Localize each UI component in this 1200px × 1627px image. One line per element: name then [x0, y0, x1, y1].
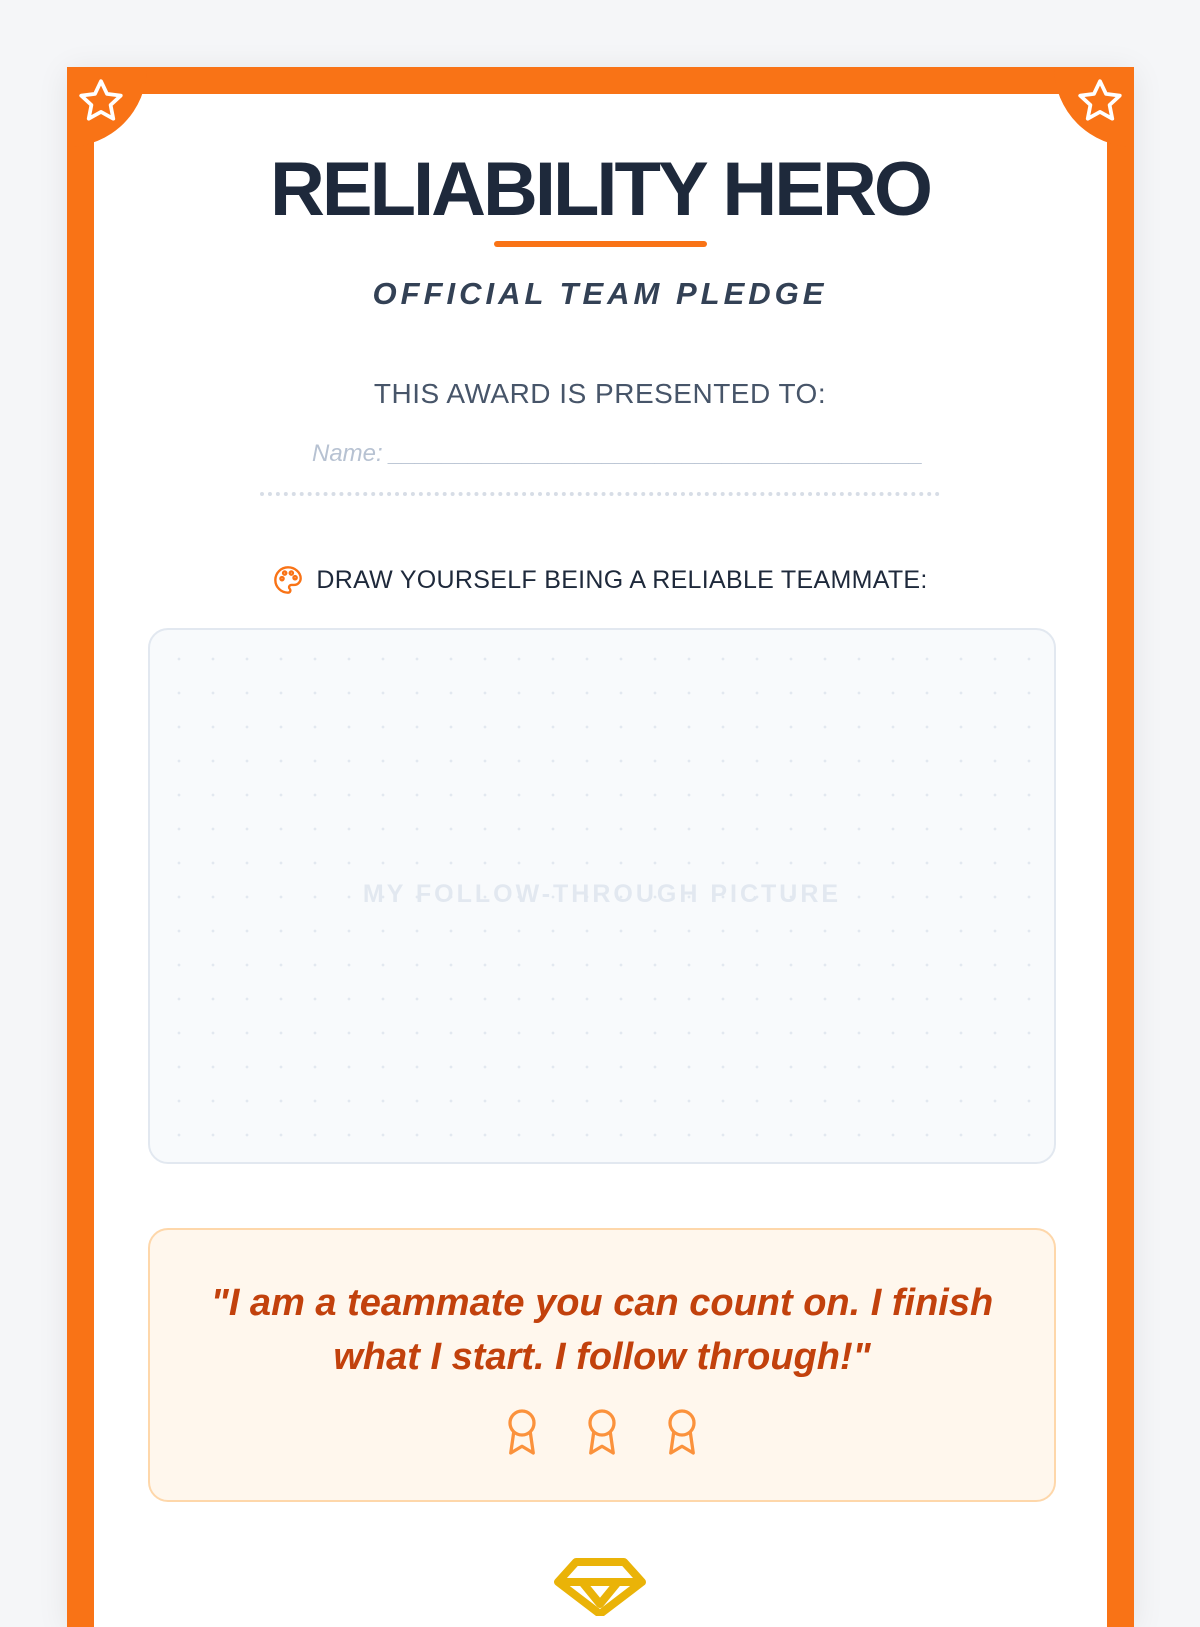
name-placeholder: Name: ________________________________________ — [312, 440, 924, 467]
award-ribbon-icon — [584, 1406, 620, 1458]
certificate-title: RELIABILITY HERO — [270, 147, 930, 232]
pledge-box — [148, 1228, 1056, 1502]
pledge-ribbons — [150, 1406, 1054, 1458]
title-underline — [494, 241, 707, 247]
draw-prompt-label: DRAW YOURSELF BEING A RELIABLE TEAMMATE: — [316, 565, 928, 594]
drawing-area[interactable] — [148, 628, 1056, 1164]
name-field[interactable] — [260, 436, 940, 496]
award-ribbon-icon — [504, 1406, 540, 1458]
palette-icon — [272, 564, 304, 596]
gem-icon — [552, 1556, 648, 1616]
presented-to-label: THIS AWARD IS PRESENTED TO: — [373, 378, 827, 409]
certificate-subtitle: OFFICIAL TEAM PLEDGE — [372, 276, 828, 311]
draw-prompt — [0, 564, 1200, 596]
star-icon — [1075, 76, 1125, 126]
pledge-quote: "I am a teammate you can count on. I finish what I start. I follow through!" — [210, 1282, 994, 1378]
drawing-area-placeholder: MY FOLLOW-THROUGH PICTURE — [362, 880, 842, 908]
award-ribbon-icon — [664, 1406, 700, 1458]
star-icon — [76, 76, 126, 126]
